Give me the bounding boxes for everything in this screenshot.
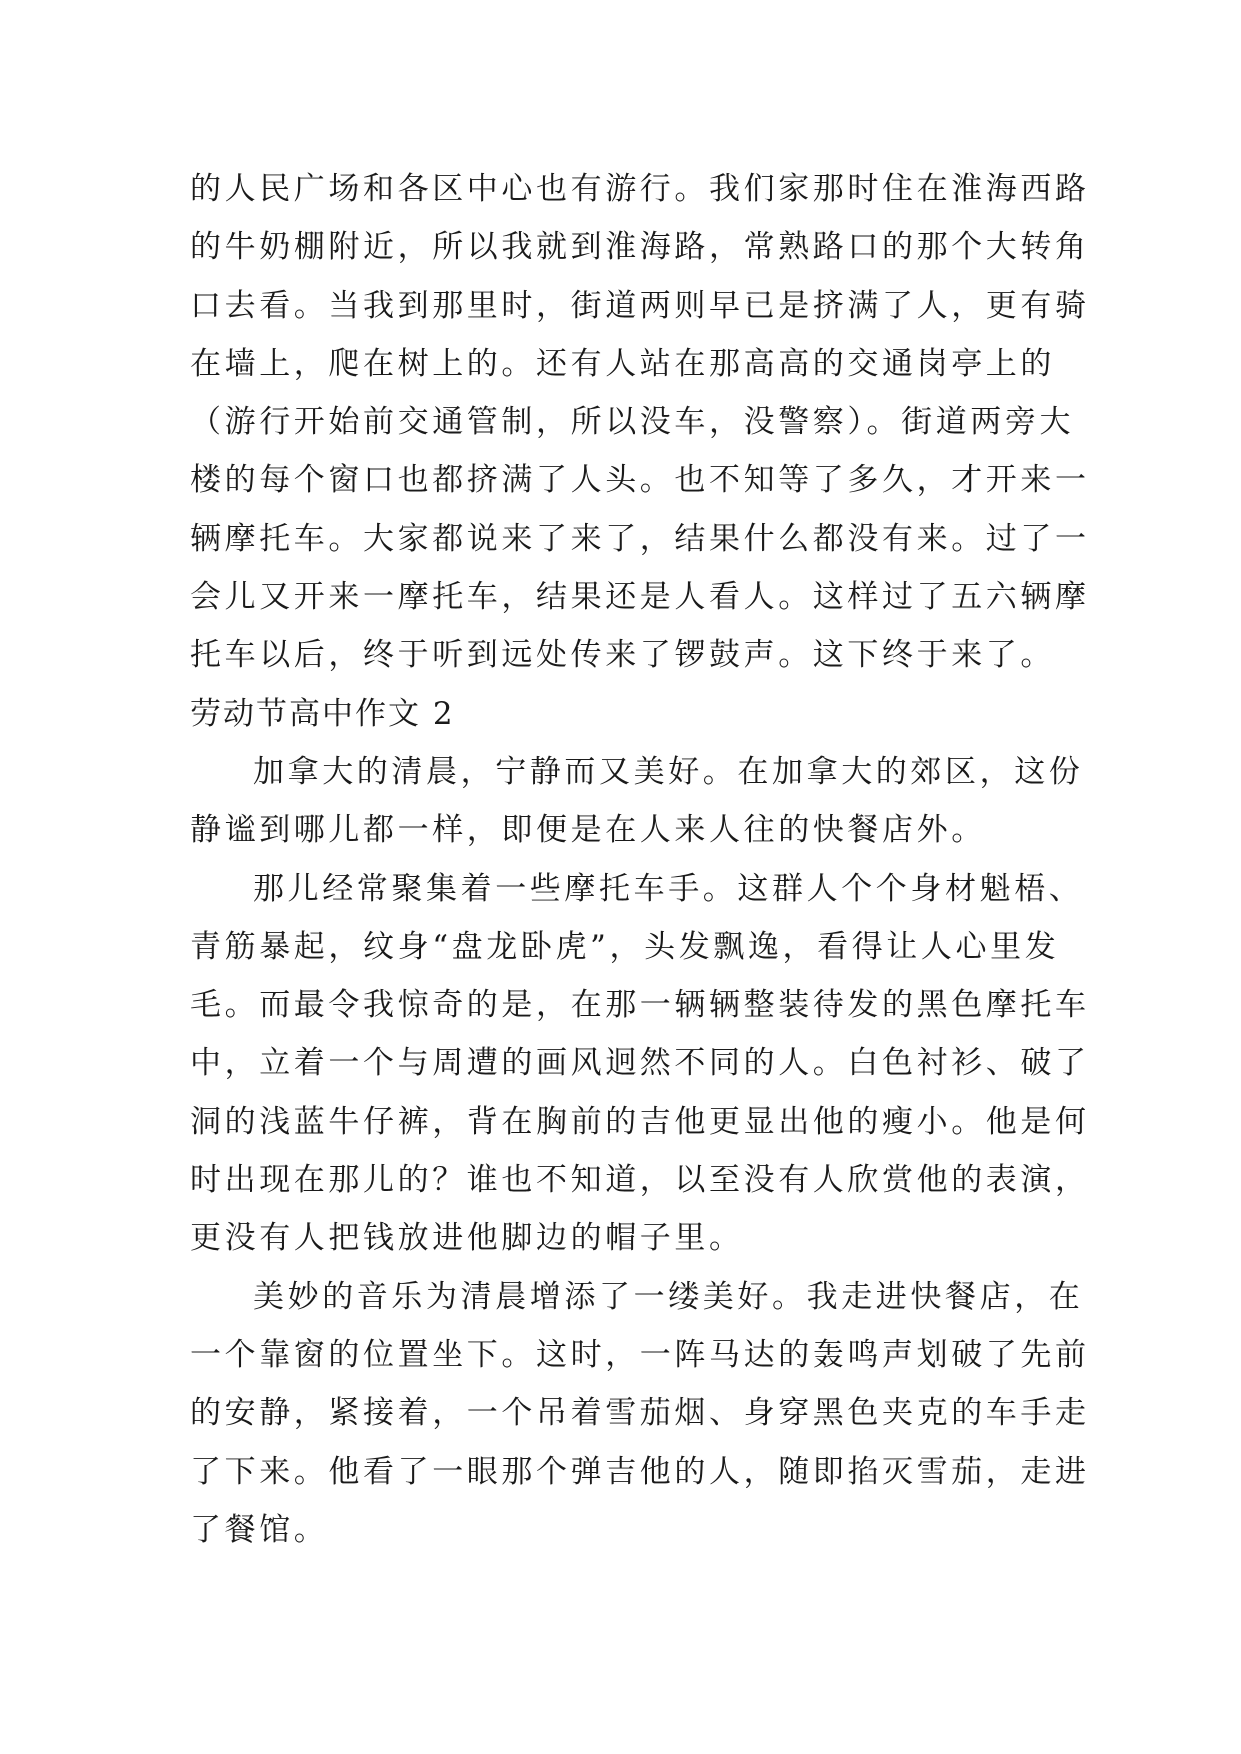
text-line: 的安静，紧接着，一个吊着雪茄烟、身穿黑色夹克的车手走 [190,1395,1090,1432]
text-line: 时出现在那儿的？谁也不知道，以至没有人欣赏他的表演， [190,1162,1090,1199]
text-line: 辆摩托车。大家都说来了来了，结果什么都没有来。过了一 [190,520,1090,557]
text-line: 美妙的音乐为清晨增添了一缕美好。我走进快餐店，在 [253,1278,1084,1315]
text-line: 了下来。他看了一眼那个弹吉他的人，随即掐灭雪茄，走进 [190,1453,1090,1490]
paragraph-3 [190,860,1090,1268]
text-line: 会儿又开来一摩托车，结果还是人看人。这样过了五六辆摩 [190,579,1090,616]
text-line: 楼的每个窗口也都挤满了人头。也不知等了多久，才开来一 [190,462,1090,499]
text-line: 中，立着一个与周遭的画风迥然不同的人。白色衬衫、破了 [190,1045,1090,1082]
text-line: 的牛奶棚附近，所以我就到淮海路，常熟路口的那个大转角 [190,229,1090,266]
paragraph-1 [190,160,1090,685]
text-line: 静谧到哪儿都一样，即便是在人来人往的快餐店外。 [190,812,986,849]
text-line: 更没有人把钱放进他脚边的帽子里。 [190,1220,744,1257]
text-line: （游行开始前交通管制，所以没车，没警察）。街道两旁大 [190,404,1075,441]
text-line: 的人民广场和各区中心也有游行。我们家那时住在淮海西路 [190,171,1090,207]
text-line: 托车以后，终于听到远处传来了锣鼓声。这下终于来了。 [190,637,1055,674]
document-page [190,160,1090,1559]
text-line: 洞的浅蓝牛仔裤，背在胸前的吉他更显出他的瘦小。他是何 [190,1103,1090,1140]
text-line: 口去看。当我到那里时，街道两则早已是挤满了人，更有骑 [190,287,1090,324]
text-line: 青筋暴起，纹身“盘龙卧虎”，头发飘逸，看得让人心里发 [190,928,1060,965]
text-line: 那儿经常聚集着一些摩托车手。这群人个个身材魁梧、 [253,870,1084,907]
text-line: 毛。而最令我惊奇的是，在那一辆辆整装待发的黑色摩托车 [190,987,1090,1024]
text-line: 加拿大的清晨，宁静而又美好。在加拿大的郊区，这份 [253,753,1084,790]
text-line: 了餐馆。 [190,1511,329,1548]
paragraph-2 [190,743,1084,860]
section-title: 劳动节高中作文 2 [190,695,455,732]
text-line: 一个靠窗的位置坐下。这时，一阵马达的轰鸣声划破了先前 [190,1336,1090,1373]
text-line: 在墙上，爬在树上的。还有人站在那高高的交通岗亭上的 [190,345,1055,382]
paragraph-4 [190,1268,1090,1559]
